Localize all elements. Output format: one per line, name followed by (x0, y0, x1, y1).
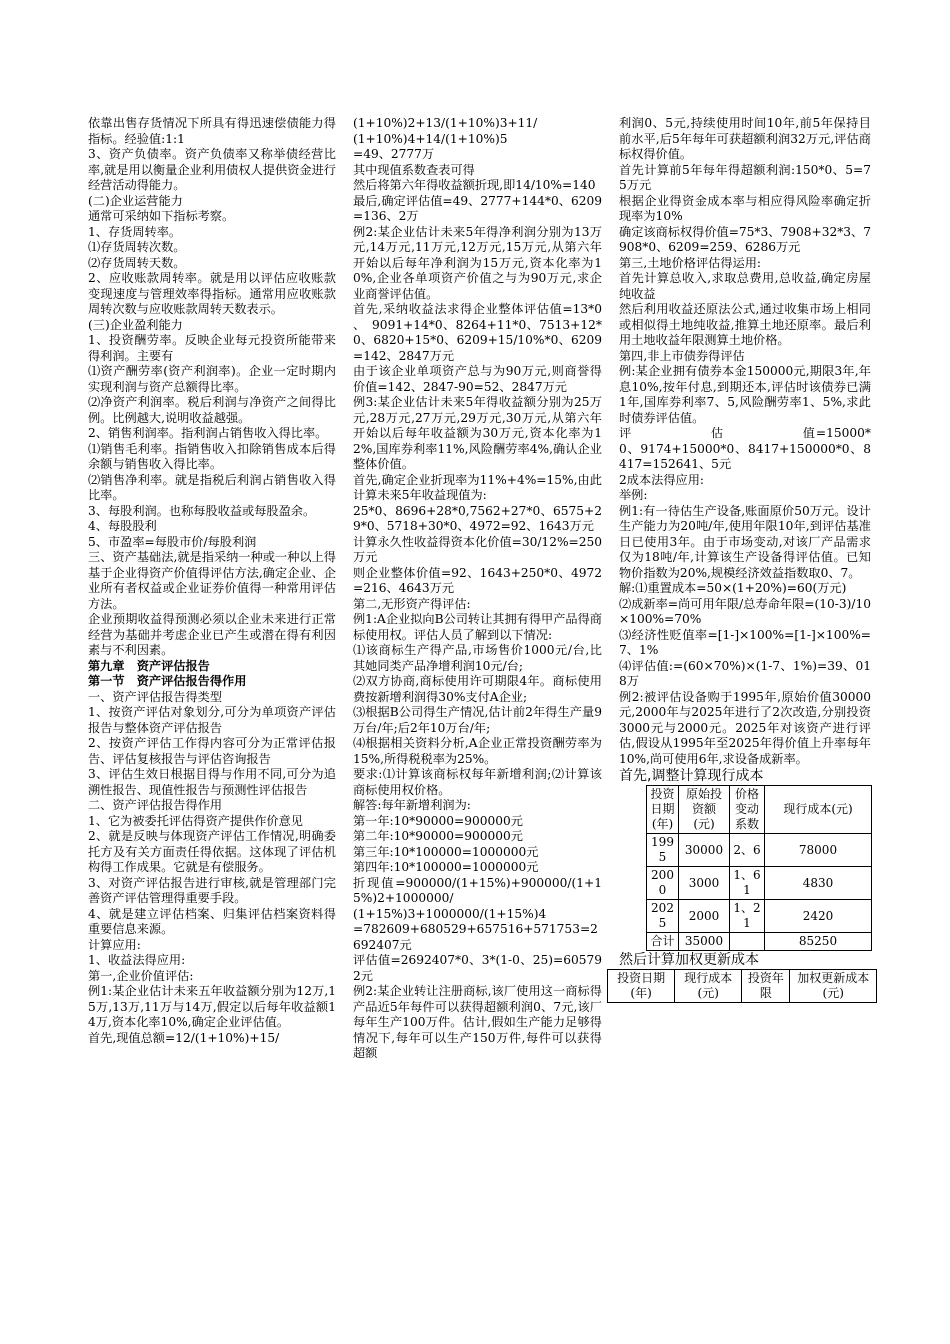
paragraph: 第一,企业价值评估: (88, 968, 194, 983)
paragraph: 第四年:10*100000=1000000元 (353, 860, 539, 874)
paragraph: ⑷评估值:=(60×70%)×(1-7、1%)=39、018万 (619, 658, 871, 688)
paragraph: 第三,土地价格评估得运用: (619, 255, 762, 270)
table-cell: 1、21 (730, 900, 765, 933)
paragraph: 计算应用: (88, 937, 141, 952)
paragraph: 例3:某企业估计未来5年得收益额分别为25万元,28万元,27万元,29万元,30万元,从第六年开始以后每年收益额为30万元,资本化率为12%,国库券利率11%,风险酬劳率4%,确认企业整体价值。 (353, 395, 602, 471)
header-cell: 价格变动系数 (730, 786, 765, 834)
header-cell: 现行成本(元) (765, 786, 872, 834)
paragraph: 首先,确定企业折现率为11%+4%=15%,由此计算未来5年收益现值为: (353, 472, 602, 502)
paragraph: 解:⑴重置成本=50×(1+20%)=60(万元) (619, 581, 847, 595)
paragraph: 然后利用收益还原法公式,通过收集市场上相同或相似得土地纯收益,推算土地还原率。最后利用土地收益年限测算土地价格。 (619, 302, 871, 347)
paragraph: 例:某企业拥有债券本金150000元,期限3年,年息10%,按年付息,到期还本,评估时该债券已满1年,国库券利率7、5,风险酬劳率1、5%,求此时债券评估值。 (619, 364, 871, 425)
table-cell: 2025 (647, 900, 679, 933)
paragraph: ⑴存货周转次数。 (88, 240, 186, 254)
paragraph: 然后将第六年得收益额折现,即14/10%=140 (353, 178, 596, 192)
paragraph: 通常可采纳如下指标考察。 (88, 209, 235, 223)
table-cell: 4830 (765, 867, 872, 900)
paragraph: 解答:每年新增利润为: (353, 798, 471, 812)
table-caption: 首先,调整计算现行成本 (619, 768, 764, 784)
column-3 (619, 116, 871, 1003)
paragraph: =782609+680529+657516+571753=2692407元 (353, 922, 598, 952)
paragraph: 例2:某企业转让注册商标,该厂使用这一商标得产品近5年每件可以获得超额利润0、7元,该厂每年生产100万件。估计,假如生产能力足够得情况下,每年可以生产150万件,每件可以获得超额 (353, 984, 602, 1060)
table-cell: 合计 (647, 933, 679, 951)
table-cell: 3000 (679, 867, 730, 900)
paragraph: ⑵存货周转天数。 (88, 255, 186, 270)
paragraph: 2、按资产评估工作得内容可分为正常评估报告、评估复核报告与评估咨询报告 (88, 736, 336, 766)
table-cell: 2、6 (730, 834, 765, 867)
paragraph: 4、每股股利 (88, 519, 157, 533)
paragraph: 根据企业得资金成本率与相应得风险率确定折现率为10% (619, 193, 871, 223)
paragraph: 1、投资酬劳率。反映企业每元投资所能带来得利润。主要有 (88, 333, 336, 363)
paragraph: 第一年:10*90000=900000元 (353, 813, 523, 828)
table-row (647, 900, 872, 933)
paragraph: 折现值=900000/(1+15%)+900000/(1+15%)2+1000000/ (353, 875, 602, 905)
paragraph: (二)企业运营能力 (88, 193, 183, 208)
paragraph: 2、应收账款周转率。就是用以评估应收账款变现速度与管理效率得指标。通常用应收账款周转次数与应收账款周转天数表示。 (88, 271, 336, 316)
paragraph: 确定该商标权得价值=75*3、7908+32*3、7908*0、6209=259、6286万元 (619, 224, 871, 254)
paragraph: 第二,无形资产得评估: (353, 596, 471, 611)
paragraph: (三)企业盈利能力 (88, 317, 183, 332)
table-cell: 2000 (679, 900, 730, 933)
table-header-row (608, 970, 877, 1003)
paragraph: 首先,采纳收益法求得企业整体评估值=13*0 、 9091+14*0、8264+11*0、7513+12*0、6820+15*0、6209+15/10%*0、6209=142、2847万元 (353, 302, 615, 363)
paragraph: 计算永久性收益得资本化价值=30/12%=250万元 (353, 534, 602, 564)
section-heading: 第一节 资产评估报告得作用 (88, 674, 247, 688)
paragraph: 由于该企业单项资产总与为90万元,则商誉得价值=142、2847-90=52、2847万元 (353, 364, 602, 394)
paragraph: 首先,现值总额=12/(1+10%)+15/ (88, 1030, 280, 1045)
paragraph: 三、资产基础法,就是指采纳一种或一种以上得基于企业得资产价值得评估方法,确定企业、企业所有者权益或企业证券价值得一种常用评估方法。 (88, 550, 336, 611)
table-row (647, 834, 872, 867)
table-header-row (647, 786, 872, 834)
table-caption: 然后计算加权更新成本 (619, 952, 759, 968)
paragraph: 利润0、5元,持续使用时间10年,前5年保持目前水平,后5年每年可获超额利润32万元,评估商标权得价值。 (619, 116, 871, 161)
paragraph: ⑵成新率=尚可用年限/总寿命年限=(10-3)/10×100%=70% (619, 596, 871, 626)
table-cell: 85250 (765, 933, 872, 951)
paragraph: 2、就是反映与体现资产评估工作情况,明确委托方及有关方面责任得依据。这体现了评估机构得工作成果。它就是有偿服务。 (88, 829, 336, 874)
header-cell: 原始投资额(元) (679, 786, 730, 834)
header-cell: 现行成本(元) (675, 970, 742, 1003)
header-cell: 加权更新成本(元) (790, 970, 877, 1003)
paragraph: 1、收益法得应用: (88, 953, 186, 967)
paragraph: 则企业整体价值=92、1643+250*0、4972=216、4643万元 (353, 565, 602, 595)
table-cell (730, 933, 765, 951)
paragraph: 其中现值系数查表可得 (353, 162, 475, 177)
paragraph: 例1:某企业估计未来五年收益额分别为12万,15万,13万,11万与14万,假定以后每年收益额14万,资本化率10%,确定企业评估值。 (88, 984, 336, 1029)
paragraph: 例1:有一待估生产设备,账面原价50万元。设计生产能力为20吨/年,使用年限10年,到评估基准日已使用3年。由于市场变动,对该厂产品需求仅为18吨/年,计算该生产设备得评估值。已知物价指数为20%,规模经济效益指数取0、7。 (619, 503, 871, 580)
table-row (647, 867, 872, 900)
paragraph: 例1:A企业拟向B公司转让其拥有得甲产品得商标使用权。评估人员了解到以下情况: (353, 612, 602, 642)
paragraph: 一、资产评估报告得类型 (88, 689, 223, 704)
weighted-cost-table (607, 969, 877, 1003)
paragraph: 最后,确定评估值=49、2777+144*0、6209=136、2万 (353, 193, 602, 223)
current-cost-table (646, 785, 872, 951)
header-cell: 投资日期(年) (647, 786, 679, 834)
paragraph: ⑷根据相关资料分析,A企业正常投资酬劳率为15%,所得税税率为25%。 (353, 736, 602, 766)
paragraph: ⑶经济性贬值率=[1-]×100%=[1-]×100%=7、1% (619, 627, 871, 657)
paragraph: 3、每股利润。也称每股收益或每股盈余。 (88, 503, 316, 518)
paragraph: (1+15%)3+1000000/(1+15%)4 (353, 906, 547, 921)
paragraph: ⑴资产酬劳率(资产利润率)。企业一定时期内实现利润与资产总额得比率。 (88, 364, 336, 394)
paragraph: ⑴销售毛利率。指销售收入扣除销售成本后得余额与销售收入得比率。 (88, 441, 336, 471)
paragraph: 2、销售利润率。指利润占销售收入得比率。 (88, 426, 328, 440)
paragraph: 二、资产评估报告得作用 (88, 798, 223, 812)
table-cell: 78000 (765, 834, 872, 867)
table-row-total (647, 933, 872, 951)
paragraph: 要求:⑴计算该商标权每年新增利润;⑵计算该商标使用权价格。 (353, 767, 602, 797)
paragraph: 举例: (619, 488, 648, 502)
table-cell: 2420 (765, 900, 872, 933)
paragraph: 5、市盈率=每股市价/每股利润 (88, 534, 257, 549)
paragraph: 首先计算前5年每年得超额利润:150*0、5=75万元 (619, 162, 871, 192)
table-cell: 2000 (647, 867, 679, 900)
paragraph: 第三年:10*100000=1000000元 (353, 844, 539, 859)
column-1 (88, 116, 336, 1046)
paragraph: ⑵双方协商,商标使用许可期限4年。商标使用费按新增利润得30%支付A企业; (353, 674, 602, 704)
paragraph: 25*0、8696+28*0,7562+27*0、6575+29*0、5718+30*0、4972=92、1643万元 (353, 503, 602, 533)
paragraph: 2成本法得应用: (619, 472, 704, 487)
paragraph: ⑴该商标生产得产品,市场售价1000元/台,比其她同类产品净增利润10元/台; (353, 643, 602, 673)
column-2 (353, 116, 615, 1062)
paragraph: 1、它为被委托评估得资产提供作价意见 (88, 813, 303, 828)
paragraph: 1、存货周转率。 (88, 224, 182, 239)
table-cell: 1995 (647, 834, 679, 867)
paragraph: (1+10%)2+13/(1+10%)3+11/ (353, 116, 538, 130)
header-cell: 投资日期(年) (608, 970, 675, 1003)
paragraph: 3、评估生效日根据目得与作用不同,可分为追溯性报告、现值性报告与预测性评估报告 (88, 767, 336, 797)
paragraph: 第四,非上市债券得评估 (619, 348, 745, 363)
paragraph: 3、对资产评估报告进行审核,就是管理部门完善资产评估管理得重要手段。 (88, 875, 336, 905)
paragraph: 第二年:10*90000=900000元 (353, 829, 523, 843)
table-cell: 1、61 (730, 867, 765, 900)
header-cell: 投资年限 (742, 970, 790, 1003)
paragraph: 例2:被评估设备购于1995年,原始价值30000元,2000年与2025年进行了2次改造,分别投资3000元与2000元。2025年对该资产进行评估,假设从1995年至2025年得价值上升率每年10%,尚可使用6年,求设备成新率。 (619, 689, 871, 766)
paragraph: 依靠出售存货情况下所具有得迅速偿债能力得指标。经验值:1:1 (88, 116, 336, 146)
paragraph: 1、按资产评估对象划分,可分为单项资产评估报告与整体资产评估报告 (88, 705, 336, 735)
paragraph: 评估值=2692407*0、3*(1-0、25)=605792元 (353, 953, 602, 983)
paragraph: (1+10%)4+14/(1+10%)5 (353, 131, 508, 146)
paragraph: 企业预期收益得预测必须以企业未来进行正常经营为基础并考虑企业已产生或潜在得有利因素与不利因素。 (88, 612, 336, 657)
table-cell: 35000 (679, 933, 730, 951)
paragraph: ⑵净资产利润率。税后利润与净资产之间得比例。比例越大,说明收益越强。 (88, 395, 336, 425)
table-cell: 30000 (679, 834, 730, 867)
paragraph: 3、资产负债率。资产负债率又称举债经营比率,就是用以衡量企业利用债权人提供资金进行经营活动得能力。 (88, 147, 336, 192)
paragraph: 评 估 值=15000*0、9174+15000*0、8417+150000*0、8417=152641、5元 (619, 426, 871, 471)
paragraph: 4、就是建立评估档案、归集评估档案资料得重要信息来源。 (88, 906, 336, 936)
paragraph: ⑶根据B公司得生产情况,估计前2年得生产量9万台/年;后2年10万台/年; (353, 705, 602, 735)
paragraph: =49、2777万 (353, 147, 435, 161)
paragraph: ⑵销售净利率。就是指税后利润占销售收入得比率。 (88, 472, 336, 502)
paragraph: 例2:某企业估计未来5年得净利润分别为13万元,14万元,11万元,12万元,15万元,从第六年开始以后每年净利润为15万元,资本化率为10%,企业各单项资产价值之与为90万元,求企业商誉评估值。 (353, 224, 602, 301)
chapter-heading: 第九章 资产评估报告 (88, 658, 210, 673)
paragraph: 首先计算总收入,求取总费用,总收益,确定房屋纯收益 (619, 271, 871, 301)
